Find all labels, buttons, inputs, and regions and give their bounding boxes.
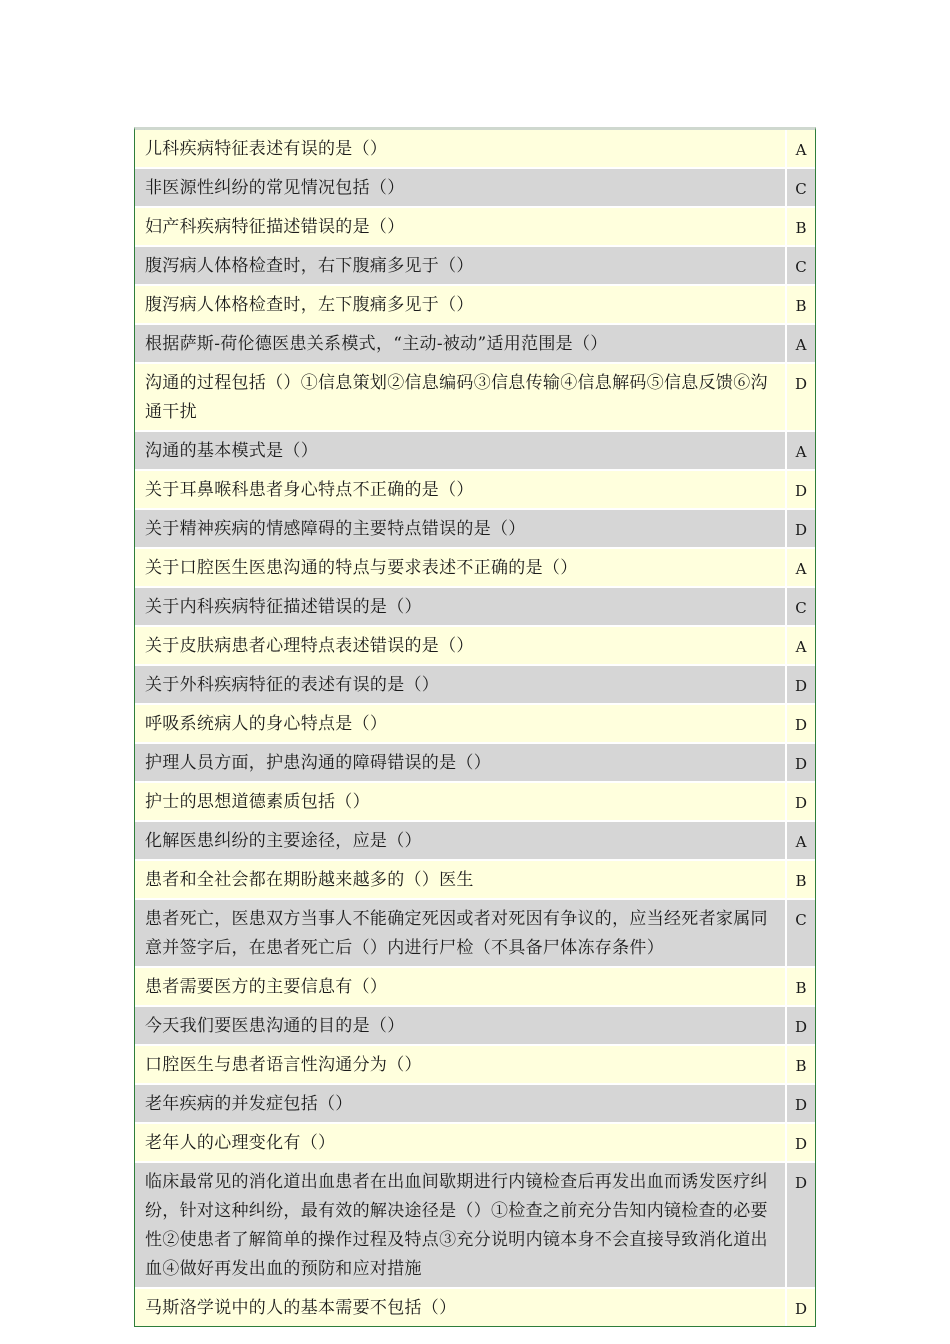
question-cell: 妇产科疾病特征描述错误的是（） xyxy=(135,208,787,245)
table-row xyxy=(135,549,815,588)
table-row xyxy=(135,822,815,861)
question-cell: 腹泻病人体格检查时，右下腹痛多见于（） xyxy=(135,247,787,284)
answer-cell: D xyxy=(787,783,815,820)
question-cell: 沟通的过程包括（）①信息策划②信息编码③信息传输④信息解码⑤信息反馈⑥沟通干扰 xyxy=(135,364,787,430)
answer-cell: D xyxy=(787,364,815,430)
answer-cell: C xyxy=(787,900,815,966)
answer-cell: C xyxy=(787,247,815,284)
answer-cell: A xyxy=(787,325,815,362)
table-row xyxy=(135,783,815,822)
question-cell: 腹泻病人体格检查时，左下腹痛多见于（） xyxy=(135,286,787,323)
answer-cell: D xyxy=(787,471,815,508)
table-row xyxy=(135,968,815,1007)
question-cell: 老年人的心理变化有（） xyxy=(135,1124,787,1161)
table-row xyxy=(135,432,815,471)
table-row xyxy=(135,1289,815,1326)
table-row xyxy=(135,169,815,208)
answer-cell: B xyxy=(787,1046,815,1083)
answer-cell: A xyxy=(787,549,815,586)
answer-cell: D xyxy=(787,1085,815,1122)
question-cell: 患者和全社会都在期盼越来越多的（）医生 xyxy=(135,861,787,898)
question-cell: 今天我们要医患沟通的目的是（） xyxy=(135,1007,787,1044)
table-row xyxy=(135,208,815,247)
table-row xyxy=(135,1007,815,1046)
table-row xyxy=(135,744,815,783)
table-row xyxy=(135,1163,815,1289)
answer-cell: D xyxy=(787,666,815,703)
question-cell: 关于内科疾病特征描述错误的是（） xyxy=(135,588,787,625)
answer-cell: A xyxy=(787,432,815,469)
table-row xyxy=(135,364,815,432)
answer-cell: A xyxy=(787,627,815,664)
table-row xyxy=(135,286,815,325)
answer-cell: D xyxy=(787,1007,815,1044)
answer-cell: D xyxy=(787,1163,815,1287)
answer-cell: A xyxy=(787,130,815,167)
table-row xyxy=(135,666,815,705)
question-cell: 关于皮肤病患者心理特点表述错误的是（） xyxy=(135,627,787,664)
answer-cell: B xyxy=(787,286,815,323)
question-cell: 根据萨斯-荷伦德医患关系模式，“主动-被动”适用范围是（） xyxy=(135,325,787,362)
table-row xyxy=(135,130,815,169)
question-cell: 非医源性纠纷的常见情况包括（） xyxy=(135,169,787,206)
answer-cell: C xyxy=(787,169,815,206)
answer-cell: B xyxy=(787,968,815,1005)
table-row xyxy=(135,705,815,744)
table-row xyxy=(135,900,815,968)
question-answer-table xyxy=(134,127,816,1327)
answer-cell: D xyxy=(787,1289,815,1326)
question-cell: 关于耳鼻喉科患者身心特点不正确的是（） xyxy=(135,471,787,508)
question-cell: 儿科疾病特征表述有误的是（） xyxy=(135,130,787,167)
table-row xyxy=(135,861,815,900)
answer-cell: D xyxy=(787,744,815,781)
table-row xyxy=(135,1046,815,1085)
question-cell: 关于口腔医生医患沟通的特点与要求表述不正确的是（） xyxy=(135,549,787,586)
answer-cell: B xyxy=(787,861,815,898)
table-row xyxy=(135,588,815,627)
table-row xyxy=(135,325,815,364)
question-cell: 患者死亡，医患双方当事人不能确定死因或者对死因有争议的，应当经死者家属同意并签字后，在患者死亡后（）内进行尸检（不具备尸体冻存条件） xyxy=(135,900,787,966)
table-row xyxy=(135,627,815,666)
table-row xyxy=(135,510,815,549)
question-cell: 护士的思想道德素质包括（） xyxy=(135,783,787,820)
table-row xyxy=(135,471,815,510)
table-row xyxy=(135,1085,815,1124)
answer-cell: C xyxy=(787,588,815,625)
question-cell: 临床最常见的消化道出血患者在出血间歇期进行内镜检查后再发出血而诱发医疗纠纷，针对这种纠纷，最有效的解决途径是（）①检查之前充分告知内镜检查的必要性②使患者了解简单的操作过程及特点③充分说明内镜本身不会直接导致消化道出血④做好再发出血的预防和应对措施 xyxy=(135,1163,787,1287)
answer-cell: D xyxy=(787,705,815,742)
question-cell: 患者需要医方的主要信息有（） xyxy=(135,968,787,1005)
question-cell: 马斯洛学说中的人的基本需要不包括（） xyxy=(135,1289,787,1326)
answer-cell: D xyxy=(787,1124,815,1161)
question-cell: 关于外科疾病特征的表述有误的是（） xyxy=(135,666,787,703)
question-cell: 沟通的基本模式是（） xyxy=(135,432,787,469)
question-cell: 老年疾病的并发症包括（） xyxy=(135,1085,787,1122)
answer-cell: B xyxy=(787,208,815,245)
question-cell: 呼吸系统病人的身心特点是（） xyxy=(135,705,787,742)
question-cell: 口腔医生与患者语言性沟通分为（） xyxy=(135,1046,787,1083)
answer-cell: D xyxy=(787,510,815,547)
question-cell: 护理人员方面，护患沟通的障碍错误的是（） xyxy=(135,744,787,781)
question-cell: 化解医患纠纷的主要途径，应是（） xyxy=(135,822,787,859)
table-row xyxy=(135,1124,815,1163)
answer-cell: A xyxy=(787,822,815,859)
table-row xyxy=(135,247,815,286)
question-cell: 关于精神疾病的情感障碍的主要特点错误的是（） xyxy=(135,510,787,547)
